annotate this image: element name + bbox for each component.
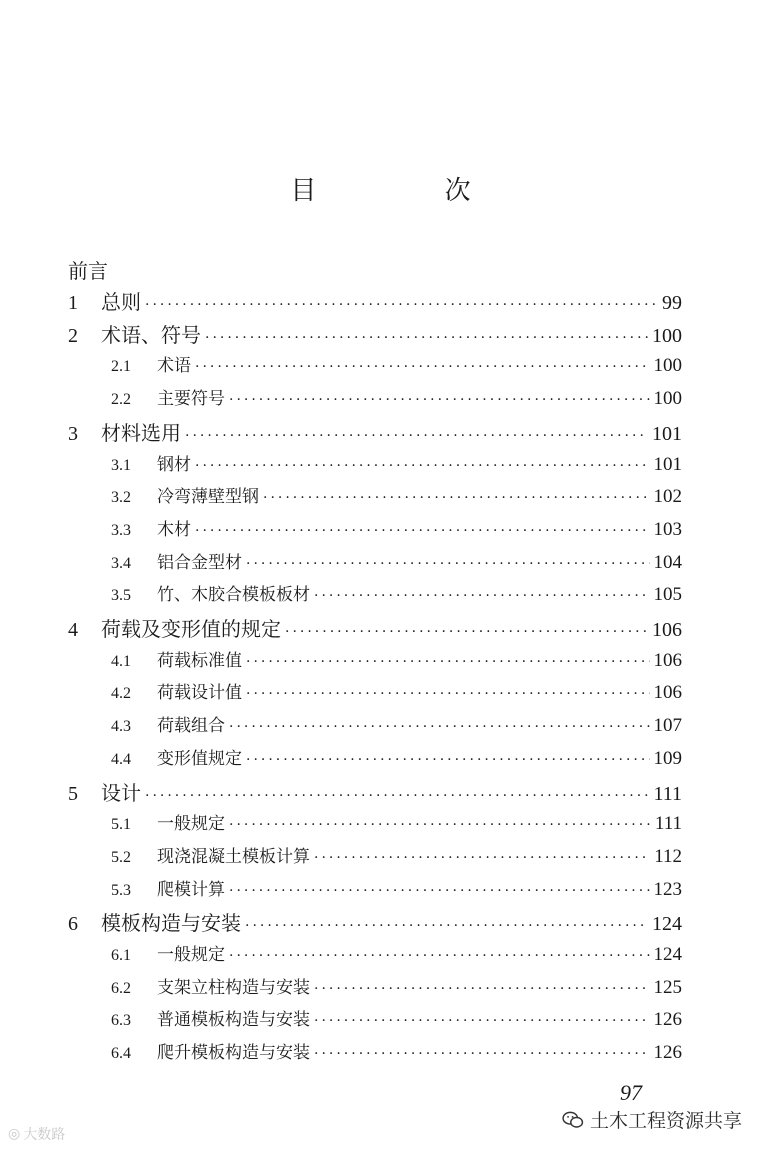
toc-leader-dots	[314, 1041, 650, 1066]
toc-entry-page: 125	[653, 976, 682, 998]
watermark-right-text: 土木工程资源共享	[590, 1110, 743, 1132]
watermark-left	[8, 1124, 65, 1144]
toc-entry[interactable]	[111, 452, 682, 478]
toc-entry-page: 102	[653, 486, 682, 508]
toc-entry-page: 106	[653, 682, 682, 704]
toc-entry-page: 99	[662, 292, 682, 314]
toc-entry-number: 6.2	[111, 979, 131, 997]
toc-entry[interactable]	[68, 779, 682, 807]
toc-entry-page: 100	[652, 324, 682, 347]
toc-entry[interactable]	[68, 909, 682, 937]
toc-entry-page: 112	[654, 845, 682, 867]
toc-entry-label: 荷载标准值	[157, 650, 242, 671]
toc-entry-label: 冷弯薄壁型钢	[157, 487, 259, 508]
toc-leader-dots	[246, 551, 650, 576]
toc-entry-number: 5.3	[111, 881, 131, 899]
toc-entry-number: 5.1	[111, 816, 131, 834]
toc-entry-page: 126	[653, 1042, 682, 1064]
toc-entry[interactable]	[111, 680, 682, 706]
toc-leader-dots	[263, 485, 650, 510]
toc-entry-label: 模板构造与安装	[101, 911, 241, 936]
toc-entry[interactable]	[111, 746, 682, 772]
toc-entry-label: 支架立柱构造与安装	[157, 977, 310, 998]
toc-leader-dots	[195, 453, 650, 478]
toc-entry-label: 爬升模板构造与安装	[157, 1043, 310, 1064]
toc-entry-label: 钢材	[157, 454, 191, 475]
toc-entry-label: 设计	[101, 780, 141, 805]
toc-entry[interactable]	[111, 1007, 682, 1033]
toc-entry-number: 3.2	[111, 489, 131, 507]
toc-entry[interactable]	[68, 288, 682, 316]
toc-entry[interactable]	[111, 942, 682, 968]
toc-entry-label: 荷载组合	[157, 716, 225, 737]
toc-entry[interactable]	[111, 484, 682, 510]
toc-entry[interactable]	[68, 419, 682, 447]
toc-entry[interactable]	[111, 811, 682, 837]
toc-leader-dots	[314, 976, 650, 1001]
toc-entry-number: 2	[68, 324, 78, 347]
toc-entry[interactable]	[111, 975, 682, 1001]
toc-entry-number: 4.2	[111, 685, 131, 703]
toc-entry[interactable]	[111, 877, 682, 903]
toc-entry-label: 荷载设计值	[157, 683, 242, 704]
toc-leader-dots	[205, 324, 648, 349]
toc-leader-dots	[246, 681, 650, 706]
toc-entry-number: 6	[68, 913, 78, 936]
toc-entry-label: 竹、木胶合模板板材	[157, 585, 310, 606]
toc-entry-number: 6.1	[111, 947, 131, 964]
toc-entry-number: 3.4	[111, 554, 131, 572]
toc-entry-number: 3.1	[111, 456, 131, 474]
toc-entry-page: 126	[653, 1009, 682, 1031]
toc-leader-dots	[195, 518, 650, 543]
toc-entry-number: 5.2	[111, 848, 131, 866]
toc-entry-number: 2.1	[111, 358, 131, 376]
toc-leader-dots	[314, 583, 650, 608]
toc-entry-label: 一般规定	[157, 814, 225, 835]
toc-leader-dots	[145, 291, 658, 316]
toc-leader-dots	[314, 845, 650, 870]
toc-leader-dots	[229, 878, 650, 903]
toc-leader-dots	[229, 714, 650, 739]
toc-preface[interactable]: 前言	[68, 259, 108, 283]
toc-leader-dots	[314, 1008, 650, 1033]
toc-entry-page: 101	[653, 453, 682, 475]
toc-entry-label: 术语、符号	[101, 322, 201, 347]
toc-leader-dots	[246, 747, 650, 772]
toc-leader-dots	[285, 618, 648, 643]
toc-entry[interactable]	[111, 386, 682, 412]
toc-entry-label: 变形值规定	[157, 748, 242, 769]
toc-entry-number: 6.4	[111, 1045, 131, 1063]
watermark-logo-icon: ◎	[8, 1126, 21, 1142]
toc-entry-page: 123	[653, 878, 682, 900]
toc-entry[interactable]	[111, 550, 682, 576]
toc-entry[interactable]	[111, 353, 682, 379]
toc-entry-page: 106	[652, 619, 682, 641]
toc-entry-number: 3.3	[111, 521, 131, 539]
toc-entry-number: 4.4	[111, 750, 131, 768]
toc-entry-page: 105	[653, 584, 682, 606]
toc-entry[interactable]	[111, 844, 682, 870]
toc-entry-number: 3	[68, 422, 78, 445]
toc-entry[interactable]	[111, 713, 682, 739]
toc-leader-dots	[145, 782, 649, 807]
toc-entry[interactable]	[111, 517, 682, 543]
toc-entry-page: 100	[653, 355, 682, 377]
toc-entry-page: 107	[653, 715, 682, 737]
toc-entry-label: 铝合金型材	[157, 552, 242, 573]
toc-entry-page: 101	[652, 422, 682, 445]
toc-entry-number: 4	[68, 619, 78, 641]
toc-entry-number: 6.3	[111, 1012, 131, 1030]
toc-entry-page: 103	[653, 518, 682, 540]
toc-entry-label: 木材	[157, 519, 191, 540]
toc-entry-label: 一般规定	[157, 945, 225, 965]
toc-entry-label: 总则	[101, 290, 141, 314]
page-title: 目 次	[290, 176, 531, 206]
toc-leader-dots	[246, 649, 650, 674]
toc-entry-number: 4.1	[111, 652, 131, 670]
toc-entry-label: 荷载及变形值的规定	[101, 617, 281, 641]
toc-entry-number: 5	[68, 782, 78, 805]
toc-entry-page: 111	[654, 813, 682, 835]
watermark-left-text: 大数路	[23, 1127, 66, 1143]
toc-entry-page: 104	[653, 551, 682, 573]
toc-leader-dots	[245, 912, 648, 937]
toc-entry-page: 111	[653, 782, 682, 805]
toc-entry-label: 材料选用	[101, 420, 181, 445]
toc-entry-page: 106	[653, 649, 682, 671]
toc-leader-dots	[229, 387, 650, 412]
toc-entry[interactable]	[68, 615, 682, 643]
toc-entry[interactable]	[111, 1040, 682, 1066]
toc-entry-number: 4.3	[111, 718, 131, 736]
toc-leader-dots	[229, 943, 650, 968]
toc-entry-label: 主要符号	[157, 389, 225, 410]
page-number: 97	[620, 1080, 642, 1105]
toc-entry-page: 100	[653, 388, 682, 410]
toc-leader-dots	[185, 422, 648, 447]
toc-entry-number: 1	[68, 292, 78, 314]
toc-entry-label: 术语	[157, 356, 191, 377]
toc-entry-label: 爬模计算	[157, 879, 225, 900]
toc-entry-number: 2.2	[111, 391, 131, 409]
toc-entry-page: 124	[652, 913, 682, 936]
toc-entry[interactable]	[68, 321, 682, 349]
toc-leader-dots	[229, 812, 651, 837]
toc-entry[interactable]	[111, 582, 682, 608]
toc-entry[interactable]	[111, 648, 682, 674]
watermark-right	[562, 1106, 742, 1133]
toc-entry-label: 现浇混凝土模板计算	[157, 846, 310, 867]
toc-entry-page: 109	[653, 747, 682, 769]
toc-entry-page: 124	[653, 944, 682, 965]
wechat-icon	[562, 1111, 584, 1129]
toc-leader-dots	[195, 354, 650, 379]
toc-entry-number: 3.5	[111, 587, 131, 605]
toc-entry-label: 普通模板构造与安装	[157, 1010, 310, 1031]
